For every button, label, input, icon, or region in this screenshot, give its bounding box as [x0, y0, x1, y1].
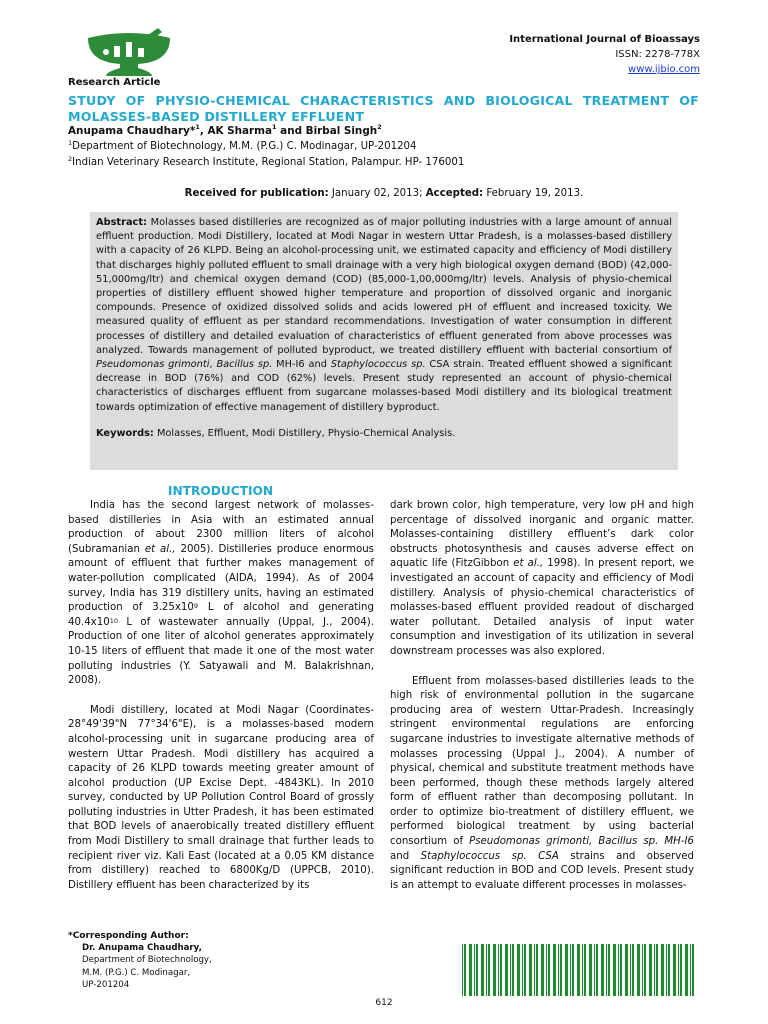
author-2-affil: 1 — [272, 123, 277, 131]
accepted-date: February 19, 2013. — [483, 188, 584, 199]
intro-p1-italic: et al., — [144, 543, 176, 555]
intro-p1-text-b: 2005). Distilleries produce enormous amount of effluent that further makes management of water-pollution complicated (AIDA, 1994). As of 2004 survey, India has 319 distillery units, having an estimated production of 3.25x10 — [68, 543, 374, 614]
abstract-species-3: Staphylococcus sp. — [330, 359, 426, 371]
intro-paragraph-4 — [390, 675, 694, 894]
page-number: 612 — [375, 998, 393, 1008]
abstract-box — [90, 212, 678, 470]
intro-p1-text-d: L of wastewater annually (Uppal, J., 2004). Production of one liter of alcohol generates approximately 10-15 liters of effluent that made it one of the most water polluting industries (Y. Satyawali and M. Balakrishnan, 2008). — [68, 616, 374, 687]
corresponding-heading: *Corresponding Author: — [68, 931, 189, 941]
intro-p4-text-a: Effluent from molasses-based distilleries leads to the high risk of environmental pollution in the sugarcane producing area of western Uttar-Pradesh. Increasingly stringent environmental regulations are enforcing sugarcane industries to investigate alternative methods of molasses processing (Uppal J., 2004). A number of physical, chemical and substitute treatment methods have been performed, though these methods largely altered form of effluent rather than decomposing pollutant. In order to optimize bio-treatment of distillery effluent, we performed biological treatment by using bacterial consortium of — [390, 675, 694, 848]
journal-name: International Journal of Bioassays — [509, 34, 700, 45]
intro-p1-text-c: L of alcohol and generating 40.4x10 — [68, 602, 374, 628]
intro-p4-text-b: and — [390, 850, 421, 862]
intro-p4-italic-1: Pseudomonas grimonti, Bacillus sp. MH-I6 — [469, 836, 694, 848]
intro-paragraph-1 — [68, 499, 374, 689]
received-date: January 02, 2013; — [328, 188, 426, 199]
introduction-heading: INTRODUCTION — [167, 484, 274, 498]
corresponding-line-3: UP-201204 — [82, 979, 130, 990]
abstract-species-1: Pseudomonas grimonti — [96, 359, 210, 371]
affiliation-2-mark: 2 — [68, 155, 73, 163]
accepted-label: Accepted: — [425, 188, 484, 199]
author-3: and Birbal Singh — [276, 125, 378, 137]
intro-p3-italic: et al., — [513, 558, 544, 570]
journal-url-link[interactable]: www.ijbio.com — [628, 64, 700, 75]
journal-issn: ISSN: 2278-778X — [615, 49, 700, 60]
corresponding-author — [68, 930, 212, 991]
intro-p3-text-a: dark brown color, high temperature, very low pH and high percentage of dissolved inorganic and organic matter. Molasses-containing distillery effluent’s dark color obstructs photosynthesis and causes adverse effect on aquatic life (FitzGibbon — [390, 500, 694, 570]
author-1-affil: 1 — [195, 123, 200, 131]
intro-p4-text-c: strains and observed significant reduction in BOD and COD levels. Present study is an attempt to evaluate different processes in molasses- — [390, 850, 694, 891]
intro-paragraph-3 — [390, 499, 694, 660]
abstract-text — [96, 216, 672, 415]
keywords-text: Molasses, Effluent, Modi Distillery, Physio-Chemical Analysis. — [153, 427, 456, 439]
corresponding-line-1: Department of Biotechnology, — [82, 955, 212, 966]
barcode-image — [462, 944, 696, 996]
affiliation-2 — [68, 157, 464, 168]
left-column — [68, 499, 374, 893]
author-3-affil: 2 — [377, 123, 382, 131]
abstract-label: Abstract: — [96, 217, 147, 228]
intro-paragraph-2: Modi distillery, located at Modi Nagar (Coordinates-28°49'39"N 77°34'6"E), is a molasses-based modern alcohol-processing unit in sugarcane producing area of western Uttar Pradesh. Modi distillery has acquired a capacity of 26 KLPD towards meeting greater amount of alcohol production (UP Excise Dept. -4843KL). In 2010 survey, conducted by UP Pollution Control Board of grossly polluting industries in Utter Pradesh, it has been estimated that BOD levels of anaerobically treated distillery effluent from Modi Distillery to small drainage that further leads to recipient river viz. Kali East (located at a 0.05 KM distance from distillery) reached to 6800Kg/D (UPPCB, 2010). Distillery effluent has been characterized by its — [68, 704, 374, 891]
received-dates — [0, 188, 768, 199]
abstract-part-3: CSA strain. Treated effluent showed a significant decrease in BOD (76%) and COD (62%) levels. Present study represented an account of physio-chemical characteristics of discharges effluent from sugarcane molasses-based Modi distillery and its biological treatment towards optimization of effective management of distillery byproduct. — [96, 359, 672, 413]
affiliation-1 — [68, 141, 417, 152]
intro-p3-text-b: 1998). In present report, we investigated an account of capacity and efficiency of Modi distillery. Analysis of physio-chemical characteristics of molasses-based effluent provided readout of discharged water pollutant. Detailed analysis of input water consumption and investigation of its utilization in several downstream processes was also explored. — [390, 558, 694, 657]
right-column — [390, 499, 694, 893]
intro-p1-exponent-2: 10 — [109, 616, 118, 625]
article-type: Research Article — [68, 77, 161, 88]
affiliation-1-text: Department of Biotechnology, M.M. (P.G.) C. Modinagar, UP-201204 — [72, 141, 417, 152]
abstract-part-2: MH-I6 and — [272, 359, 331, 371]
keywords — [96, 427, 672, 441]
corresponding-line-2: M.M. (P.G.) C. Modinagar, — [82, 967, 191, 978]
journal-header — [509, 32, 700, 77]
intro-p1-exponent-1: 9 — [193, 602, 199, 611]
authors-line — [68, 125, 382, 137]
intro-p1-text-a: India has the second largest network of molasses-based distilleries in Asia with an estimated annual production of about 2300 million liters of alcohol (Subramanian — [68, 500, 374, 555]
paper-title: STUDY OF PHYSIO-CHEMICAL CHARACTERISTICS AND BIOLOGICAL TREATMENT OF MOLASSES-BASED DISTILLERY EFFLUENT — [68, 93, 699, 124]
affiliation-2-text: Indian Veterinary Research Institute, Regional Station, Palampur. HP- 176001 — [72, 157, 465, 168]
intro-p4-italic-2: Staphylococcus sp. CSA — [420, 850, 559, 862]
abstract-sep-1: , — [209, 359, 217, 371]
abstract-part-1: Molasses based distilleries are recognized as of major polluting industries with a large amount of annual effluent production. Modi Distillery, located at Modi Nagar in western Uttar Pradesh, is a molasses-based distillery with a capacity of 26 KLPD. Being an alcohol-processing unit, we estimated capacity and efficiency of Modi distillery that discharges highly polluted effluent to small drainage with a very high biological oxygen demand (BOD) (42,000-51,000mg/ltr) and chemical oxygen demand (COD) (85,000-1,00,000mg/ltr) levels. Analysis of physio-chemical properties of distillery effluent showed higher temperature and proportion of dissolved organic and inorganic compounds. Presence of oxidized dissolved solids and acids lowered pH of effluent and increased toxicity. We measured quality of effluent as per standard recommendations. Investigation of water consumption in different processes of distillery and detailed evaluation of characteristics of effluent generated from above processes was analyzed. Towards management of polluted byproduct, we treated distillery effluent with bacterial consortium of — [96, 217, 672, 356]
corresponding-name: Dr. Anupama Chaudhary, — [82, 943, 202, 954]
received-label: Received for publication: — [184, 188, 329, 199]
author-2: , AK Sharma — [199, 125, 273, 137]
keywords-label: Keywords: — [96, 427, 154, 439]
author-1: Anupama Chaudhary* — [68, 125, 196, 137]
journal-logo — [86, 28, 172, 78]
affiliation-1-mark: 1 — [68, 139, 73, 147]
abstract-species-2: Bacillus sp. — [216, 359, 273, 371]
